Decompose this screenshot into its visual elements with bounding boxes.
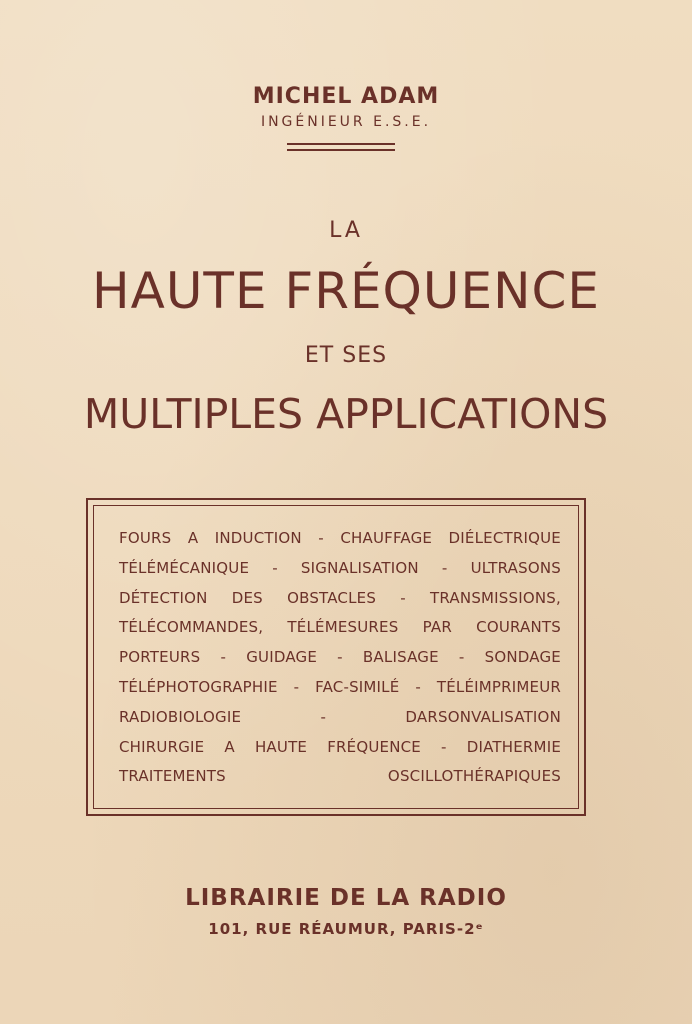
title-main: HAUTE FRÉQUENCE xyxy=(92,262,600,320)
applications-line: RADIOBIOLOGIE - DARSONVALISATION xyxy=(119,707,561,726)
publisher-address: 101, RUE RÉAUMUR, PARIS-2ᵉ xyxy=(208,920,484,938)
decorative-rule-bottom xyxy=(287,149,395,151)
title-line-et-ses: ET SES xyxy=(304,343,388,368)
author-name: MICHEL ADAM xyxy=(252,84,440,109)
title-subtitle: MULTIPLES APPLICATIONS xyxy=(83,390,609,438)
applications-list xyxy=(119,526,561,794)
applications-line: TÉLÉCOMMANDES, TÉLÉMESURES PAR COURANTS xyxy=(119,618,561,637)
applications-line: PORTEURS - GUIDAGE - BALISAGE - SONDAGE xyxy=(119,648,561,667)
applications-line: TRAITEMENTS OSCILLOTHÉRAPIQUES xyxy=(119,767,561,786)
title-line-la: LA xyxy=(329,218,363,243)
applications-line: DÉTECTION DES OBSTACLES - TRANSMISSIONS, xyxy=(119,588,561,607)
applications-line: TÉLÉMÉCANIQUE - SIGNALISATION - ULTRASONS xyxy=(119,558,561,577)
applications-line: CHIRURGIE A HAUTE FRÉQUENCE - DIATHERMIE xyxy=(119,737,561,756)
applications-line: FOURS A INDUCTION - CHAUFFAGE DIÉLECTRIQUE xyxy=(119,529,561,547)
applications-line: TÉLÉPHOTOGRAPHIE - FAC-SIMILÉ - TÉLÉIMPRIMEUR xyxy=(119,677,561,696)
publisher-name: LIBRAIRIE DE LA RADIO xyxy=(185,885,507,911)
decorative-rule-top xyxy=(287,143,395,145)
author-credential: INGÉNIEUR E.S.E. xyxy=(260,114,432,130)
